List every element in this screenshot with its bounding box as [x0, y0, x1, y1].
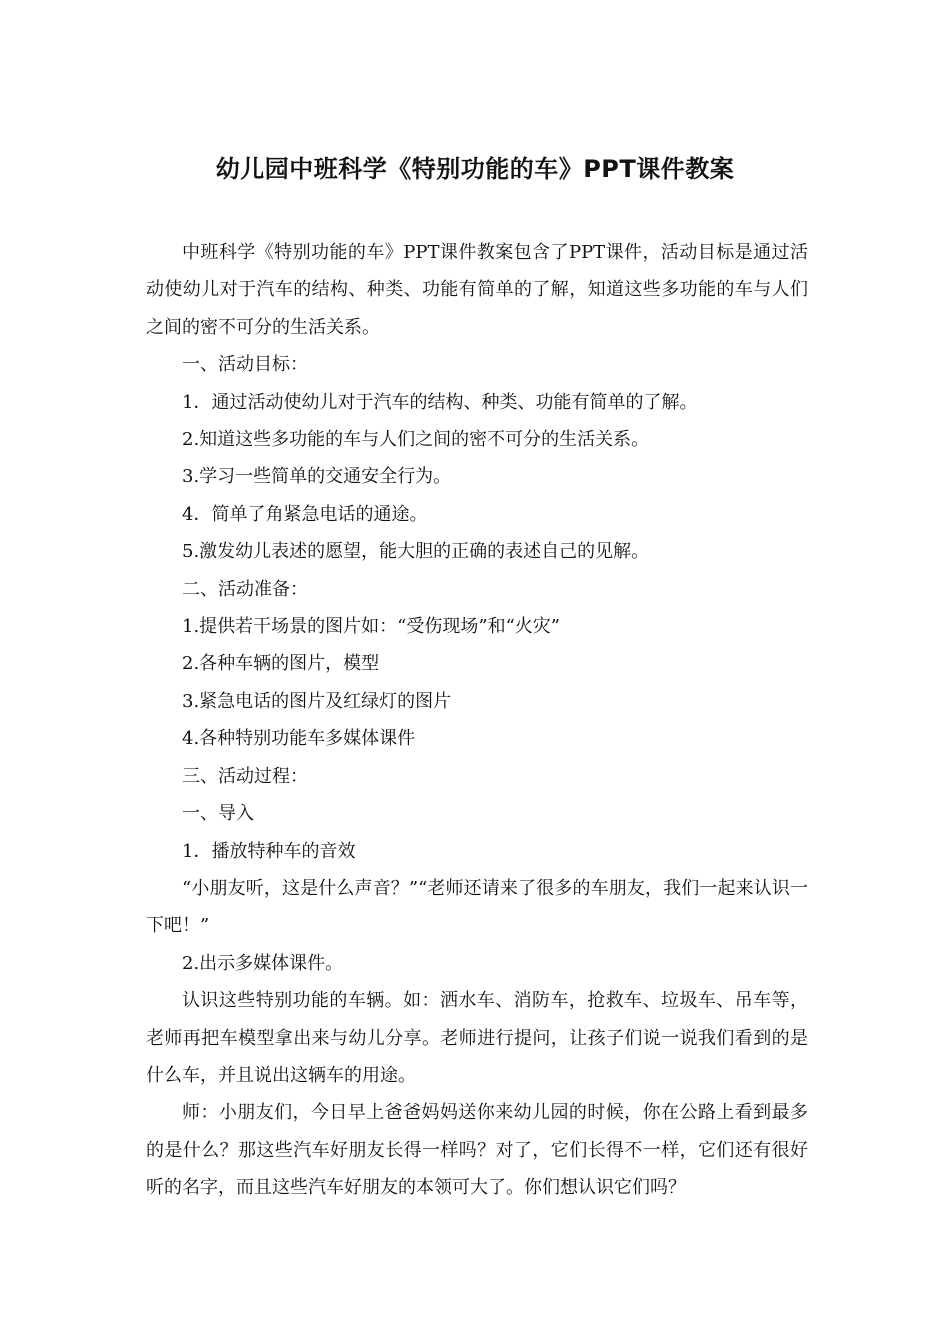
goal-item-3: 3.学习一些简单的交通安全行为。 [182, 466, 452, 488]
section-heading-process: 三、活动过程： [182, 765, 308, 787]
vehicle-recognition-paragraph: 认识这些特别功能的车辆。如：洒水车、消防车，抢救车、垃圾车、吊车等，老师再把车模型拿出来与幼儿分享。老师进行提问，让孩子们说一说我们看到的是什么车，并且说出这辆车的用途。 [146, 990, 808, 1086]
section-heading-goals: 一、活动目标： [182, 354, 308, 376]
goal-item-2: 2.知道这些多功能的车与人们之间的密不可分的生活关系。 [182, 429, 650, 451]
subsection-heading-intro: 一、导入 [182, 803, 254, 825]
document-title: 幼儿园中班科学《特别功能的车》PPT课件教案 [215, 155, 735, 183]
preparation-item-2: 2.各种车辆的图片，模型 [182, 653, 380, 675]
preparation-item-3: 3.紧急电话的图片及红绿灯的图片 [182, 690, 452, 712]
preparation-item-4: 4.各种特别功能车多媒体课件 [182, 728, 416, 750]
goal-item-5: 5.激发幼儿表述的愿望，能大胆的正确的表述自己的见解。 [182, 541, 650, 563]
goal-item-1: 1．通过活动使幼儿对于汽车的结构、种类、功能有简单的了解。 [182, 391, 698, 413]
preparation-item-1: 1.提供若干场景的图片如：“受伤现场”和“火灾” [182, 616, 560, 638]
process-step-1: 1．播放特种车的音效 [182, 840, 356, 862]
goal-item-4: 4．简单了角紧急电话的通途。 [182, 503, 428, 525]
intro-paragraph: 中班科学《特别功能的车》PPT课件教案包含了PPT课件，活动目标是通过活动使幼儿对于汽车的结构、种类、功能有简单的了解，知道这些多功能的车与人们之间的密不可分的生活关系。 [146, 242, 808, 338]
process-step-2: 2.出示多媒体课件。 [182, 952, 344, 974]
teacher-dialogue-paragraph: 师：小朋友们，今日早上爸爸妈妈送你来幼儿园的时候，你在公路上看到最多的是什么？那这些汽车好朋友长得一样吗？对了，它们长得不一样，它们还有很好听的名字，而且这些汽车好朋友的本领可大了。你们想认识它们吗？ [146, 1102, 808, 1199]
document-body [146, 234, 808, 1207]
teacher-quote-paragraph: “小朋友听，这是什么声音？”“老师还请来了很多的车朋友，我们一起来认识一下吧！” [146, 877, 808, 937]
section-heading-preparation: 二、活动准备： [182, 578, 308, 600]
